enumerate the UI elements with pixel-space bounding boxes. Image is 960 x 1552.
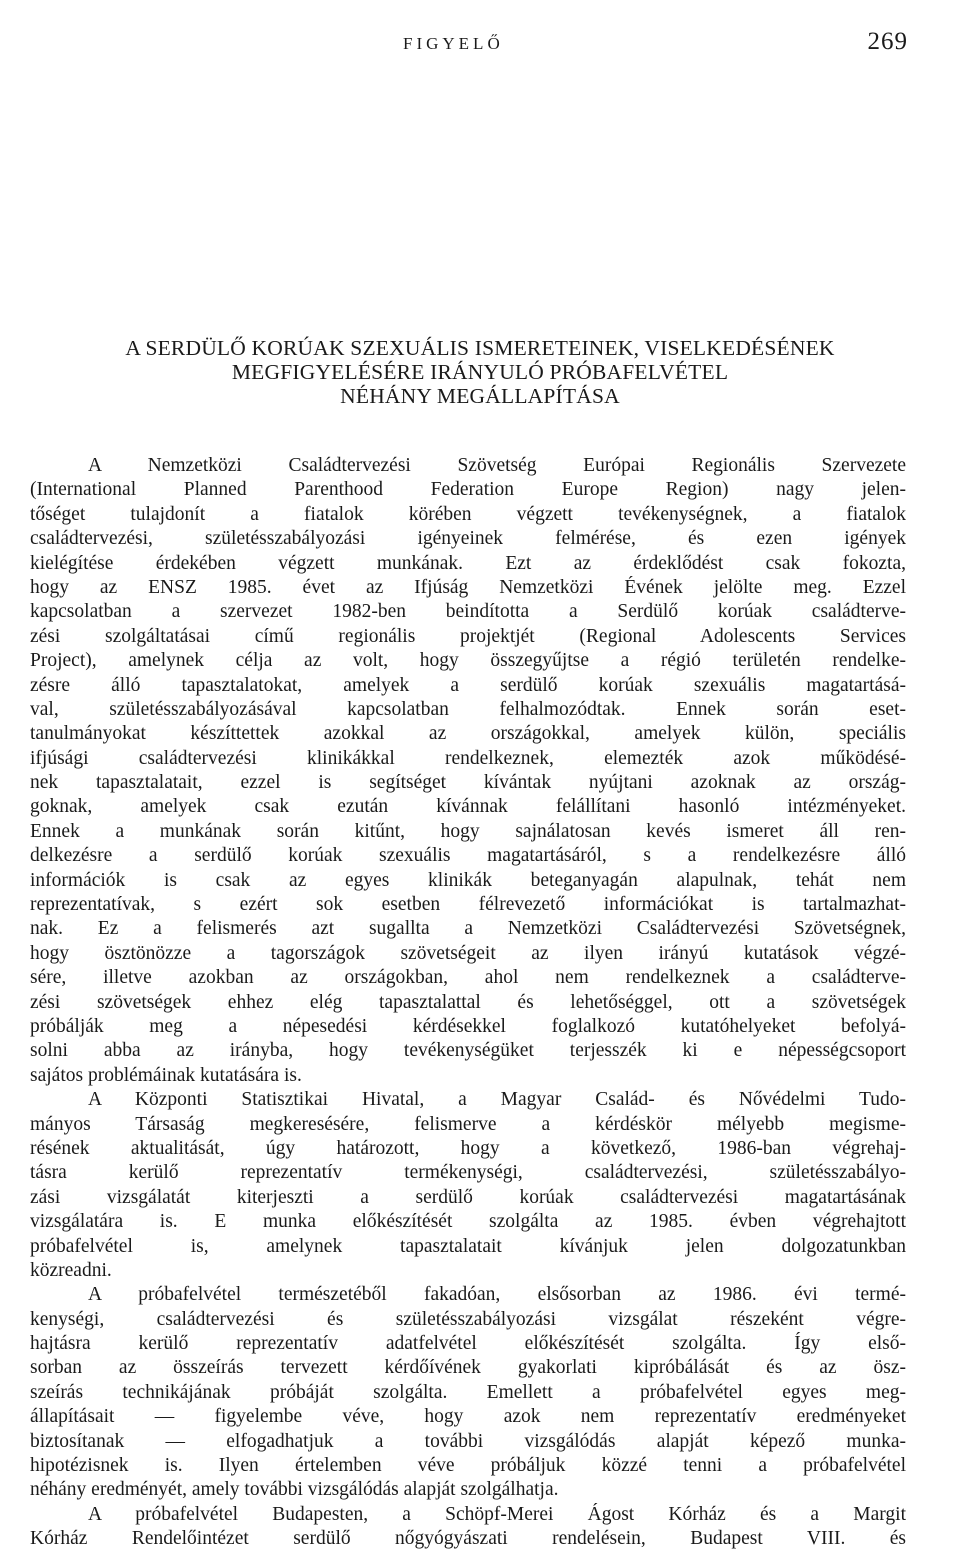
text-line: tásra kerülő reprezentatív termékenységi, családtervezési, születésszabályo- — [30, 1162, 906, 1184]
text-line: zési szövetségek ehhez elég tapasztalattal és lehetőséggel, ott a szövetségek — [30, 991, 906, 1013]
text-line: információk is csak az egyes klinikák beteganyagán alapulnak, tehát nem — [30, 869, 906, 891]
text-line: próbafelvétel is, amelynek tapasztalatait kívánjuk jelen dolgozatunkban — [30, 1235, 906, 1257]
text-line: állapításait — figyelembe véve, hogy azok nem reprezentatív eredményeket — [30, 1406, 906, 1428]
text-line: A próbafelvétel természetéből fakadóan, elsősorban az 1986. évi termé- — [88, 1284, 906, 1306]
text-line: zási vizsgálatát kiterjeszti a serdülő korúak családtervezési magatartásának — [30, 1186, 906, 1208]
text-line: A próbafelvétel Budapesten, a Schöpf-Merei Ágost Kórház és a Margit — [88, 1503, 906, 1525]
text-line: közreadni. — [30, 1259, 112, 1281]
text-line: tanulmányokat készíttettek azokkal az országokkal, amelyek külön, speciális — [30, 723, 906, 745]
text-line: hogy ösztönözze a tagországok szövetségeit az ilyen irányú kutatások végzé- — [30, 942, 906, 964]
text-line: sorban az összeírás tervezett kérdőívének gyakorlati kipróbálását és az ösz- — [30, 1357, 906, 1379]
text-line: néhány eredményét, amely további vizsgálódás alapját szolgálhatja. — [30, 1479, 559, 1501]
text-line: reprezentatívak, s ezért sok esetben félrevezető információkat is tartalmazhat- — [30, 894, 906, 916]
text-line: (International Planned Parenthood Federation Europe Region) nagy jelen- — [30, 479, 906, 501]
text-line: sére, illetve azokban az országokban, ahol nem rendelkeznek a családterve- — [30, 967, 906, 989]
text-line: vizsgálatára is. E munka előkészítését szolgálta az 1985. évben végrehajtott — [30, 1211, 906, 1233]
text-line: ifjúsági családtervezési klinikákkal rendelkeznek, elemezték azok működésé- — [30, 747, 906, 769]
title-line: NÉHÁNY MEGÁLLAPÍTÁSA — [340, 384, 620, 408]
running-head — [0, 28, 960, 68]
text-line: A Nemzetközi Családtervezési Szövetség Európai Regionális Szervezete — [88, 455, 906, 476]
text-line: hajtásra kerülő reprezentatív adatfelvétel előkészítését szolgálta. Így első- — [30, 1333, 906, 1355]
text-line: hipotézisnek is. Ilyen értelemben véve próbáljuk közzé tenni a próbafelvétel — [30, 1455, 906, 1477]
page-number: 269 — [867, 28, 908, 55]
text-line: hogy az ENSZ 1985. évet az Ifjúság Nemzetközi Évének jelölte meg. Ezzel — [30, 576, 906, 598]
text-line: Ennek a munkának során kitűnt, hogy sajnálatosan kevés ismeret áll ren- — [30, 820, 906, 842]
text-line: családtervezési, születésszabályozási igényeinek felmérése, és ezen igények — [30, 528, 906, 550]
text-line: nak. Ez a felismerés azt sugallta a Nemzetközi Családtervezési Szövetségnek, — [30, 918, 906, 940]
text-line: zésre álló tapasztalatokat, amelyek a serdülő korúak szexuális magatartásá- — [30, 674, 906, 696]
text-line: résének aktualitását, úgy határozott, hogy a következő, 1986-ban végrehaj- — [30, 1137, 906, 1159]
text-line: Kórház Rendelőintézet serdülő nőgyógyászati rendelésein, Budapest VIII. és — [30, 1528, 906, 1550]
text-line: Project), amelynek célja az volt, hogy összegyűjtse a régió területén rendelke- — [30, 650, 906, 672]
text-line: goknak, amelyek csak ezután kívánnak felállítani hasonló intézményeket. — [30, 796, 906, 818]
text-line: tőséget tulajdonít a fiatalok körében végzett tevékenységnek, a fiatalok — [30, 503, 906, 525]
text-line: mányos Társaság megkeresésére, felismerve a kérdéskör mélyebb megisme- — [30, 1113, 906, 1135]
article-title — [0, 336, 960, 408]
text-line: kapcsolatban a szervezet 1982-ben beindította a Serdülő korúak családterve- — [30, 601, 906, 623]
text-line: biztosítanak — elfogadhatjuk a további vizsgálódás alapját képező munka- — [30, 1430, 906, 1452]
text-line: szeírás technikájának próbáját szolgálta. Emellett a próbafelvétel egyes meg- — [30, 1381, 906, 1403]
text-line: delkezésre a serdülő korúak szexuális magatartásáról, s a rendelkezésre álló — [30, 845, 906, 867]
paragraph — [30, 1503, 906, 1552]
text-line: A Központi Statisztikai Hivatal, a Magyar Család- és Nővédelmi Tudo- — [88, 1089, 906, 1111]
paragraph — [30, 1088, 906, 1283]
text-line: zési szolgáltatásai című regionális projektjét (Regional Adolescents Services — [30, 625, 906, 647]
text-line: solni abba az irányba, hogy tevékenységüket terjesszék ki e népességcsoport — [30, 1040, 906, 1062]
journal-name: FIGYELŐ — [403, 34, 504, 53]
text-line: nek tapasztalatait, ezzel is segítséget kívántak nyújtani azoknak az ország- — [30, 772, 906, 794]
paragraph — [30, 1283, 906, 1503]
text-line: kenységi, családtervezési és születésszabályozási vizsgálat részeként végre- — [30, 1308, 906, 1330]
text-line: kielégítése érdekében végzett munkának. Ezt az érdeklődést csak fokozta, — [30, 552, 906, 574]
text-line: val, születésszabályozásával kapcsolatban felhalmozódtak. Ennek során eset- — [30, 698, 906, 720]
article-body — [30, 454, 906, 1552]
title-line: MEGFIGYELÉSÉRE IRÁNYULÓ PRÓBAFELVÉTEL — [231, 360, 729, 384]
text-line: sajátos problémáinak kutatására is. — [30, 1064, 302, 1086]
paragraph — [30, 454, 906, 1088]
title-line: A SERDÜLŐ KORÚAK SZEXUÁLIS ISMERETEINEK, VISELKEDÉSÉNEK — [125, 336, 835, 360]
text-line: próbálják meg a népesedési kérdésekkel foglalkozó kutatóhelyeket befolyá- — [30, 1015, 906, 1037]
